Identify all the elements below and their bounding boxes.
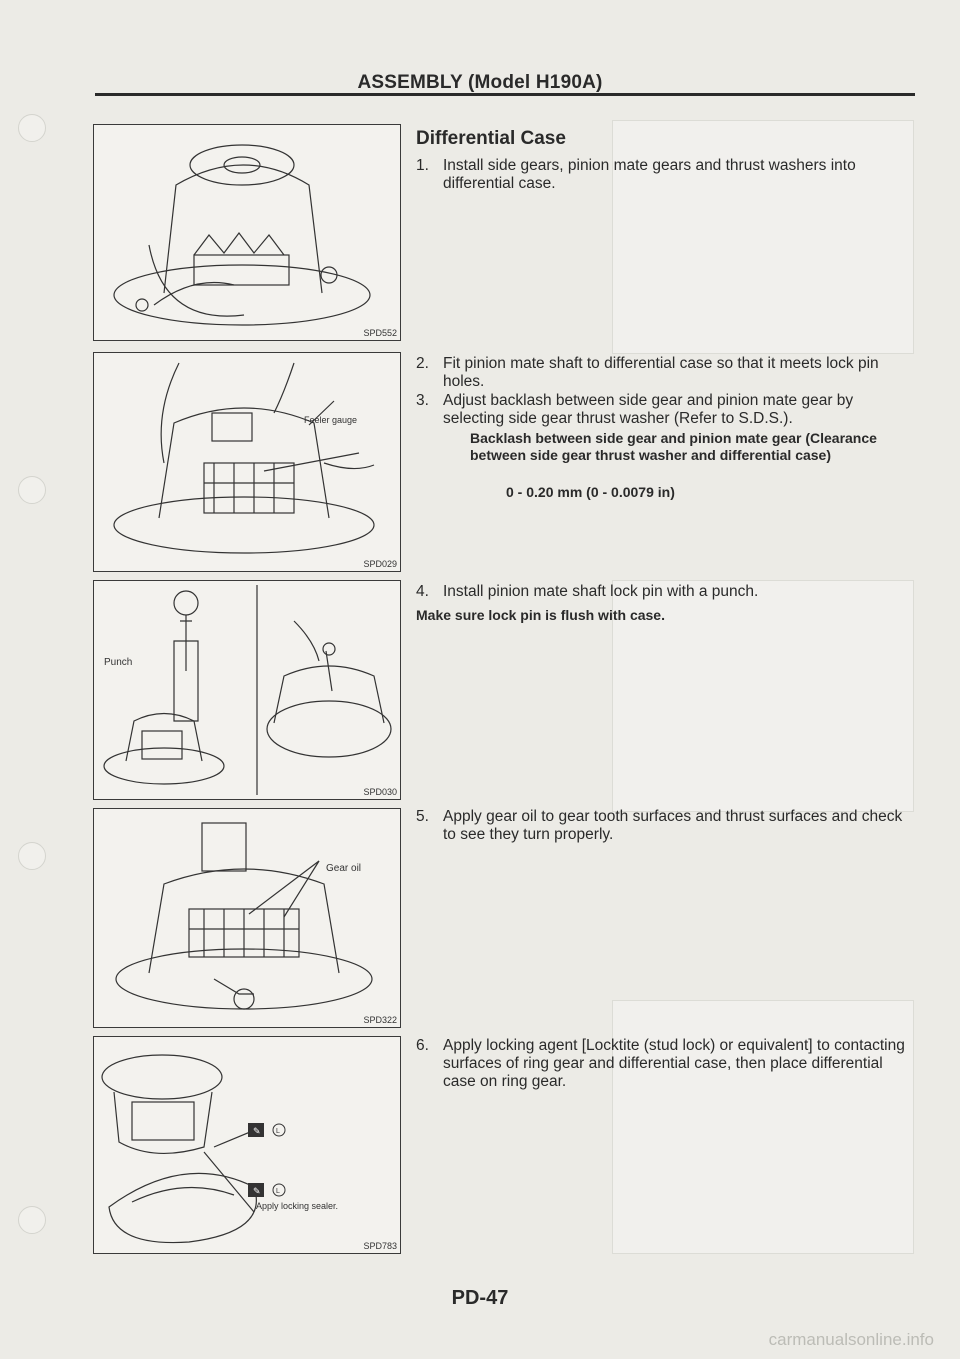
- ring-gear-illustration: [94, 1037, 400, 1253]
- figure-feeler-gauge: [93, 352, 401, 572]
- figure-code: SPD322: [363, 1015, 397, 1025]
- spec-value: 0 - 0.20 mm (0 - 0.0079 in): [506, 484, 675, 500]
- step-3: [416, 392, 912, 428]
- svg-text:L: L: [276, 1128, 280, 1135]
- step-number: 6.: [416, 1037, 429, 1054]
- step-6: [416, 1037, 912, 1091]
- callout-punch: Punch: [104, 657, 133, 668]
- step-text: Apply gear oil to gear tooth surfaces and thrust surfaces and check to see they turn properly.: [443, 808, 903, 843]
- svg-text:✎: ✎: [253, 1126, 261, 1136]
- callout-feeler-gauge: Feeler gauge: [304, 415, 358, 425]
- step-number: 4.: [416, 583, 429, 600]
- header-rule: [95, 93, 915, 96]
- spec-title: Backlash between side gear and pinion mate gear (Clearance between side gear thrust washer and differential case): [470, 430, 877, 463]
- step-5: [416, 808, 912, 844]
- step-number: 3.: [416, 392, 429, 409]
- section-title: Differential Case: [416, 128, 566, 149]
- step-1: [416, 157, 912, 193]
- figure-code: SPD030: [363, 787, 397, 797]
- figure-code: SPD029: [363, 559, 397, 569]
- figure-punch-lock-pin: [93, 580, 401, 800]
- binder-hole: [18, 476, 46, 504]
- feeler-gauge-illustration: [94, 353, 400, 571]
- step-text: Adjust backlash between side gear and pinion mate gear by selecting side gear thrust washer (Refer to S.D.S.).: [443, 392, 854, 427]
- binder-hole: [18, 1206, 46, 1234]
- watermark-text: carmanualsonline.info: [768, 1330, 934, 1349]
- punch-illustration: [94, 581, 400, 799]
- step-text: Apply locking agent [Locktite (stud lock) or equivalent] to contacting surfaces of ring gear and differential case, then place differential case on ring gear.: [443, 1037, 905, 1090]
- page-header-title: ASSEMBLY (Model H190A): [357, 72, 603, 93]
- svg-text:L: L: [276, 1188, 280, 1195]
- svg-text:✎: ✎: [253, 1186, 261, 1196]
- step-number: 1.: [416, 157, 429, 174]
- step-text: Fit pinion mate shaft to differential case so that it meets lock pin holes.: [443, 355, 879, 390]
- caution-note: Make sure lock pin is flush with case.: [416, 607, 665, 623]
- step-number: 2.: [416, 355, 429, 372]
- gear-oil-illustration: [94, 809, 400, 1027]
- step-2: [416, 355, 912, 391]
- figure-gear-oil: [93, 808, 401, 1028]
- step-4: [416, 583, 912, 601]
- step-number: 5.: [416, 808, 429, 825]
- figure-code: SPD552: [363, 328, 397, 338]
- figure-locking-sealer: [93, 1036, 401, 1254]
- differential-case-illustration: [94, 125, 400, 340]
- binder-hole: [18, 842, 46, 870]
- step-text: Install pinion mate shaft lock pin with a punch.: [443, 583, 759, 600]
- callout-locking-sealer: Apply locking sealer.: [256, 1201, 339, 1211]
- figure-code: SPD783: [363, 1241, 397, 1251]
- callout-gear-oil: Gear oil: [326, 863, 362, 874]
- binder-hole: [18, 114, 46, 142]
- page-number: PD-47: [451, 1287, 509, 1309]
- step-text: Install side gears, pinion mate gears and thrust washers into differential case.: [443, 157, 856, 192]
- figure-install-side-gears: [93, 124, 401, 341]
- bleed-through-panel: [612, 120, 914, 354]
